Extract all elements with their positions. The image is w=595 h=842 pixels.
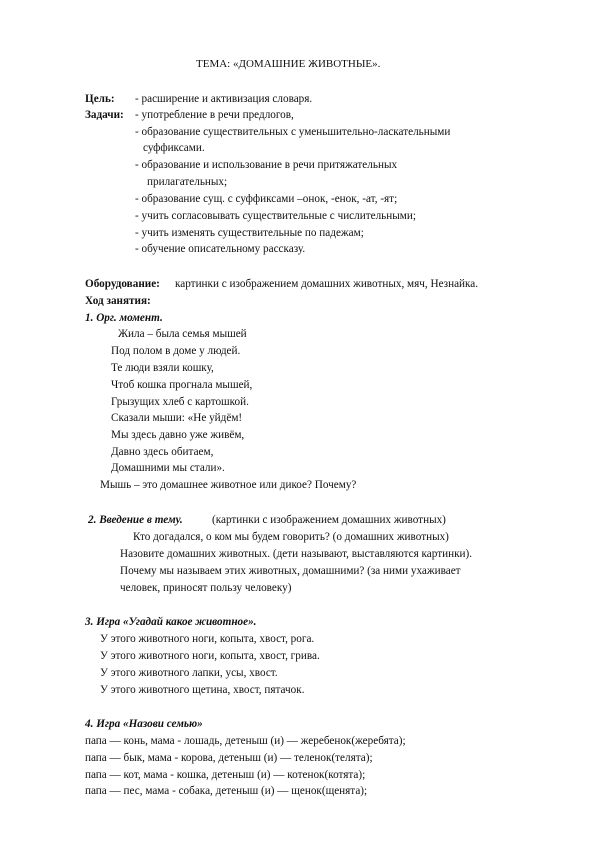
- family-line: папа — бык, мама - корова, детеныш (и) — теленок(телята);: [85, 752, 373, 764]
- goal-text: - расширение и активизация словаря.: [135, 93, 313, 105]
- poem-line: Мы здесь давно уже живём,: [111, 429, 245, 441]
- task-item: - учить изменять существительные по падежам;: [135, 227, 364, 239]
- riddle-line: У этого животного ноги, копыта, хвост, грива.: [100, 650, 320, 662]
- family-line: папа — конь, мама - лошадь, детеныш (и) — жеребенок(жеребята);: [85, 735, 406, 747]
- section-4-heading: 4. Игра «Назови семью»: [85, 718, 203, 730]
- riddle-line: У этого животного щетина, хвост, пятачок.: [100, 684, 305, 696]
- section-2-line: Кто догадался, о ком мы будем говорить? (о домашних животных): [133, 531, 449, 543]
- poem-line: Под полом в доме у людей.: [111, 345, 241, 357]
- task-item: - образование сущ. с суффиксами –онок, -енок, -ат, -ят;: [135, 193, 398, 205]
- tasks-label: Задачи:: [85, 109, 124, 121]
- family-line: папа — кот, мама - кошка, детеныш (и) — котенок(котята);: [85, 769, 366, 781]
- poem-line: Чтоб кошка прогнала мышей,: [111, 379, 253, 391]
- section-2-heading: 2. Введение в тему.: [88, 514, 183, 526]
- poem-line: Сказали мыши: «Не уйдём!: [111, 412, 243, 424]
- section-2-line: Назовите домашних животных. (дети называют, выставляются картинки).: [120, 548, 473, 560]
- task-item: суффиксами.: [143, 142, 205, 154]
- task-item: - образование и использование в речи притяжательных: [135, 159, 398, 171]
- poem-line: Домашними мы стали».: [111, 462, 225, 474]
- riddle-line: У этого животного лапки, усы, хвост.: [100, 667, 278, 679]
- section-1-question: Мышь – это домашнее животное или дикое? Почему?: [100, 479, 357, 491]
- equipment-text: картинки с изображением домашних животных, мяч, Незнайка.: [175, 278, 479, 290]
- task-item: прилагательных;: [147, 176, 228, 188]
- equipment-label: Оборудование:: [85, 278, 160, 290]
- section-2-note: (картинки с изображением домашних животных): [212, 514, 446, 526]
- task-item: - обучение описательному рассказу.: [135, 243, 306, 255]
- poem-line: Жила – была семья мышей: [118, 328, 247, 340]
- section-2-line: человек, приносят пользу человеку): [120, 582, 292, 594]
- family-line: папа — пес, мама - собака, детеныш (и) — щенок(щенята);: [85, 785, 368, 797]
- page-title: ТЕМА: «ДОМАШНИЕ ЖИВОТНЫЕ».: [196, 58, 381, 70]
- goal-label: Цель:: [85, 93, 115, 105]
- task-item: - образование существительных с уменьшительно-ласкательными: [135, 126, 451, 138]
- task-item: - употребление в речи предлогов,: [135, 109, 294, 121]
- poem-line: Грызущих хлеб с картошкой.: [111, 396, 249, 408]
- task-item: - учить согласовывать существительные с числительными;: [135, 210, 416, 222]
- poem-line: Те люди взяли кошку,: [111, 362, 214, 374]
- course-heading: Ход занятия:: [85, 295, 151, 307]
- section-3-heading: 3. Игра «Угадай какое животное».: [85, 616, 257, 628]
- poem-line: Давно здесь обитаем,: [111, 446, 214, 458]
- section-2-line: Почему мы называем этих животных, домашними? (за ними ухаживает: [120, 565, 461, 577]
- section-1-heading: 1. Орг. момент.: [85, 312, 163, 324]
- riddle-line: У этого животного ноги, копыта, хвост, рога.: [100, 633, 315, 645]
